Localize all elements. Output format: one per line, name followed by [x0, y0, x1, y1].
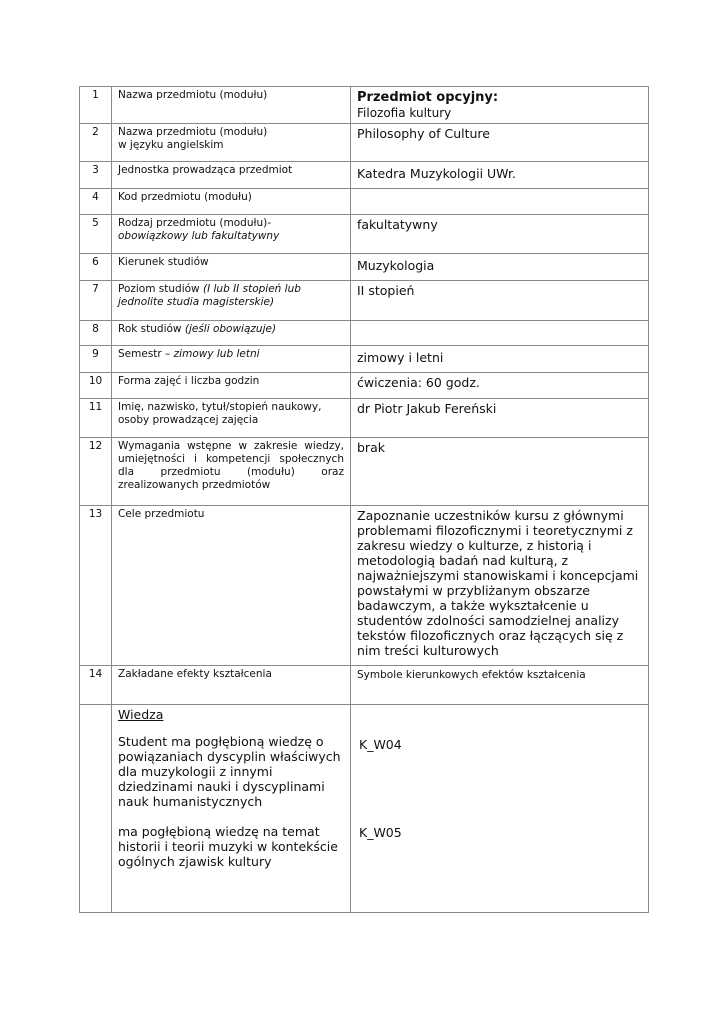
table-row — [80, 506, 649, 666]
label-line: w języku angielskim — [118, 139, 224, 151]
table-row — [80, 438, 649, 506]
row-number: 9 — [80, 346, 112, 373]
row-label: Forma zajęć i liczba godzin — [112, 373, 351, 399]
table-row — [80, 666, 649, 705]
row-value — [351, 189, 649, 215]
row-number: 3 — [80, 162, 112, 189]
row-label: Jednostka prowadząca przedmiot — [112, 162, 351, 189]
wiedza-item-text: ma pogłębioną wiedzę na temat historii i teorii muzyki w kontekście ogólnych zjawisk kultury — [118, 824, 338, 869]
row-label — [112, 215, 351, 254]
row-label — [112, 346, 351, 373]
row-number: 5 — [80, 215, 112, 254]
label-italic: zimowy lub letni — [173, 348, 260, 360]
row-number: 14 — [80, 666, 112, 705]
row-number: 8 — [80, 321, 112, 346]
row-number: 10 — [80, 373, 112, 399]
label-text: Semestr – — [118, 348, 174, 360]
row-number: 11 — [80, 399, 112, 438]
row-label: Nazwa przedmiotu (modułu) — [112, 87, 351, 124]
table-row — [80, 215, 649, 254]
table-row — [80, 399, 649, 438]
effect-code: K_W05 — [359, 825, 402, 840]
table-row — [80, 321, 649, 346]
row-value: fakultatywny — [351, 215, 649, 254]
row-number: 1 — [80, 87, 112, 124]
row-value: Philosophy of Culture — [351, 124, 649, 162]
label-line: Nazwa przedmiotu (modułu) — [118, 126, 268, 138]
row-value: brak — [351, 438, 649, 506]
row-label: Cele przedmiotu — [112, 506, 351, 666]
row-label: Kierunek studiów — [112, 254, 351, 281]
label-text: Rok studiów — [118, 323, 185, 335]
row-value: ćwiczenia: 60 godz. — [351, 373, 649, 399]
row-value — [351, 87, 649, 124]
row-number-empty — [80, 705, 112, 913]
row-label: Wymagania wstępne w zakresie wiedzy, umiejętności i kompetencji społecznych dla przedmiotu (modułu) oraz zrealizowanych przedmiotów — [112, 438, 351, 506]
row-value: Muzykologia — [351, 254, 649, 281]
row-value — [351, 321, 649, 346]
row-value: Zapoznanie uczestników kursu z głównymi problemami filozoficznymi i teoretycznymi z zakresu wiedzy o kulturze, z historią i metodologią badań nad kulturą, z najważniejszymi stanowiskami i koncepcjami powstałymi w przybliżanym obszarze badawczym, a także wykształcenie u studentów zdolności samodzielnej analizy tekstów filozoficznych oraz łączących się z nim treści kulturowych — [351, 506, 649, 666]
table-row — [80, 189, 649, 215]
row-number: 6 — [80, 254, 112, 281]
row-number: 2 — [80, 124, 112, 162]
table-row — [80, 162, 649, 189]
row-label — [112, 124, 351, 162]
row-value: Katedra Muzykologii UWr. — [351, 162, 649, 189]
table-row — [80, 87, 649, 124]
row-value: Symbole kierunkowych efektów kształcenia — [351, 666, 649, 705]
table-row — [80, 281, 649, 321]
effect-code: K_W04 — [359, 737, 402, 752]
row-label: Kod przedmiotu (modułu) — [112, 189, 351, 215]
row-number: 13 — [80, 506, 112, 666]
row-value: zimowy i letni — [351, 346, 649, 373]
label-text: Poziom studiów — [118, 283, 203, 295]
row-label: Zakładane efekty kształcenia — [112, 666, 351, 705]
row-number: 7 — [80, 281, 112, 321]
label-italic: (I lub II stopień lub jednolite studia magisterskie) — [118, 283, 301, 308]
wiedza-heading: Wiedza — [118, 707, 164, 722]
table-row — [80, 373, 649, 399]
row-number: 12 — [80, 438, 112, 506]
value-title: Przedmiot opcyjny: — [357, 90, 499, 105]
row-label — [112, 321, 351, 346]
table-row — [80, 124, 649, 162]
value-text: Filozofia kultury — [357, 106, 452, 120]
label-italic: (jeśli obowiązuje) — [184, 323, 277, 335]
wiedza-item-text: Student ma pogłębioną wiedzę o powiązaniach dyscyplin właściwych dla muzykologii z innymi dziedzinami nauki i dyscyplinami nauk humanistycznych — [118, 734, 341, 809]
label-italic: obowiązkowy lub fakultatywny — [118, 230, 280, 242]
row-value: II stopień — [351, 281, 649, 321]
syllabus-table — [79, 86, 649, 913]
wiedza-cell — [112, 705, 351, 913]
table-row — [80, 254, 649, 281]
row-label — [112, 281, 351, 321]
row-label: Imię, nazwisko, tytuł/stopień naukowy, osoby prowadzącej zajęcia — [112, 399, 351, 438]
label-text: Rodzaj przedmiotu (modułu)- — [118, 217, 272, 229]
table-row — [80, 346, 649, 373]
row-number: 4 — [80, 189, 112, 215]
wiedza-codes-cell — [351, 705, 649, 913]
table-row-wiedza — [80, 705, 649, 913]
row-value: dr Piotr Jakub Fereński — [351, 399, 649, 438]
